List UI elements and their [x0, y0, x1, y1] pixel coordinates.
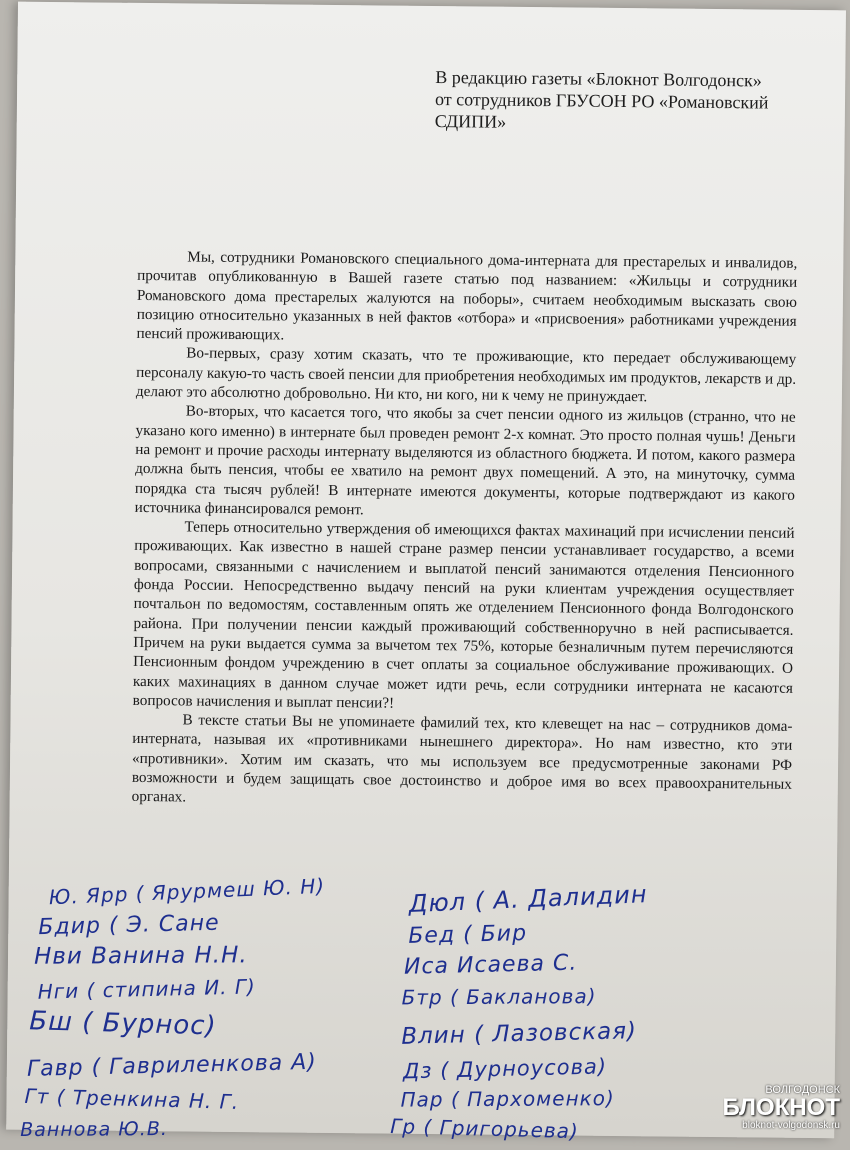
- paragraph-3: Во-вторых, что касается того, что якобы за счет пенсии одного из жильцов (странно, что не указано кого именно) в интернате был проведен ремонт 2-х комнат. Это просто полная чушь! Деньги на ремонт и прочие расходы интернату выделяются из областного бюджета. И потом, какого размера должна быть пенсия, чтобы ее хватило на ремонт двух помещений. А это, на минуточку, сумма порядка ста тысяч рублей! В интернате имеются документы, которые подтверждают из какого источника финансировался ремонт.: [134, 402, 796, 519]
- addressee-line-1: В редакцию газеты «Блокнот Волгодонск»: [435, 67, 762, 91]
- signature-left: Гт ( Тренкина Н. Г.: [24, 1083, 240, 1114]
- signature-right: Пар ( Пархоменко): [400, 1086, 615, 1112]
- bloknot-logo: [704, 1084, 844, 1130]
- signature-left: Бдир ( Э. Сане: [38, 910, 220, 941]
- signature-right: Гр ( Григорьева): [389, 1113, 580, 1144]
- signature-left: Бш ( Бурнос): [28, 1006, 218, 1042]
- signature-right: Бед ( Бир: [407, 920, 528, 949]
- signature-right: Дюл ( А. Далидин: [408, 880, 649, 919]
- signature-left: Гавр ( Гавриленкова А): [26, 1049, 318, 1082]
- letter-sheet: [6, 2, 846, 1144]
- paragraph-1: Мы, сотрудники Романовского специального дома-интерната для престарелых и инвалидов, прочитав опубликованную в Вашей газете статью под названием: «Жильцы и сотрудники Романовского дома престарелых жалуются на поборы», считаем необходимым высказать свою позицию относительно указанных в ней фактов «отбора» и «присвоения» работниками учреждения пенсий проживающих.: [136, 248, 798, 344]
- letter-body: [132, 247, 798, 813]
- signature-right: Бтр ( Бакланова): [401, 984, 597, 1010]
- logo-url: bloknot-volgodonsk.ru: [742, 1120, 840, 1131]
- addressee-line-2: от сотрудников ГБУСОН РО «Романовский: [434, 89, 769, 113]
- paragraph-2: Во-первых, сразу хотим сказать, что те проживающие, кто передает обслуживающему персоналу какую-то часть своей пенсии для приобретения необходимых им продуктов, лекарств и др. делают это абсолютно добровольно. Ни кто, ни кого, ни к чему не принуждает.: [135, 344, 797, 406]
- signature-left: Нги ( стипина И. Г): [37, 974, 257, 1004]
- signature-left: Ваннова Ю.В.: [20, 1118, 168, 1142]
- paragraph-4: Теперь относительно утверждения об имеющихся фактах махинаций при исчислении пенсий проживающих. Как известно в нашей стране размер пенсии устанавливает государство, а всеми вопросами, связанными с начислением и выплатой пенсий занимаются отделения Пенсионного фонда России. Непосредственно выдачу пенсий на руки клиентам учреждения осуществляет почтальон по ведомостям, составленным опять же отделением Пенсионного фонда Волгодонского района. При получении пенсии каждый проживающий собственноручно в ней расписывается. Причем на руки выдается сумма за вычетом тех 75%, которые безналичным путем перечисляются Пенсионным фондом учреждению в счет оплаты за социальное обслуживание проживающих. О каких махинациях в данном случае может идти речь, если сотрудники интерната не касаются вопросов начисления и выплат пенсии?!: [132, 518, 795, 712]
- paragraph-5: В тексте статьи Вы не упоминаете фамилий тех, кто клевещет на нас – сотрудников дома-интерната, называя их «противниками нынешнего директора». Но нам известно, кто эти «противники». Хотим им сказать, что мы используем все предусмотренные законами РФ возможности и будем защищать свое достоинство и доброе имя во всех правоохранительных органах.: [131, 711, 793, 806]
- signature-left: Нви Ванина Н.Н.: [33, 942, 248, 970]
- signature-right: Влин ( Лазовская): [400, 1018, 638, 1050]
- signature-right: Дз ( Дурноусова): [402, 1054, 608, 1084]
- logo-city: ВОЛГОДОНСК: [765, 1084, 840, 1096]
- addressee-line-3: СДИПИ»: [434, 111, 507, 132]
- addressee-block: [435, 66, 826, 136]
- signature-left: Ю. Ярр ( Ярурмеш Ю. Н): [48, 873, 326, 910]
- signature-right: Иса Исаева С.: [403, 950, 578, 980]
- logo-name: БЛОКНОТ: [722, 1094, 840, 1121]
